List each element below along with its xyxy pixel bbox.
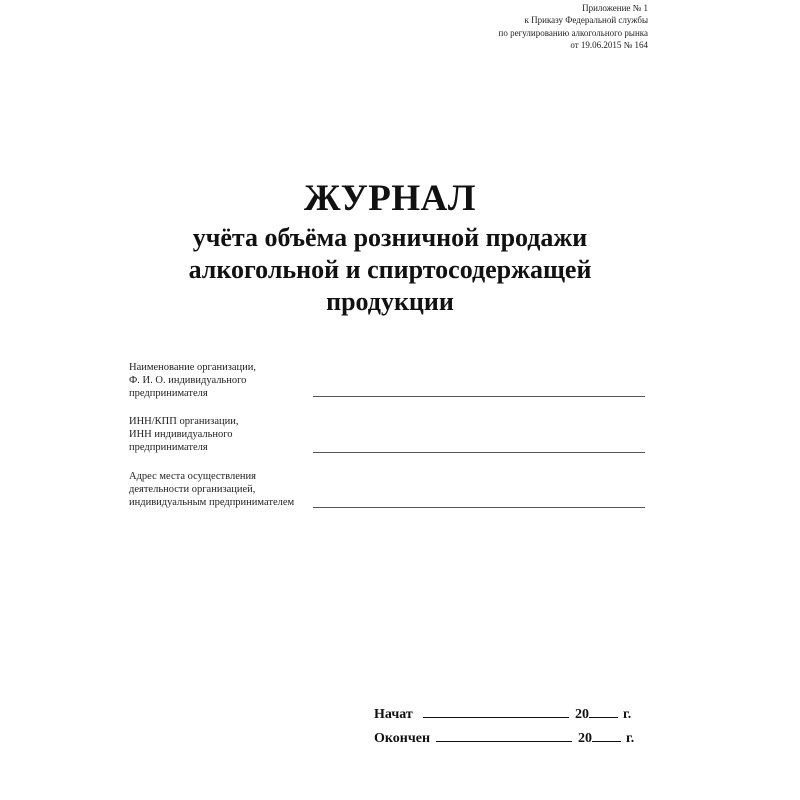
journal-title: [0, 176, 780, 318]
end-date-row: [374, 727, 634, 751]
title-main: ЖУРНАЛ: [304, 178, 476, 219]
journal-dates: [374, 703, 634, 751]
start-date-label: Начат: [374, 707, 413, 722]
start-year-blank[interactable]: [589, 703, 618, 718]
end-date-blank[interactable]: [436, 727, 572, 742]
title-line: учёта объёма розничной продажи: [192, 223, 588, 252]
inn-kpp-input-line[interactable]: [313, 452, 645, 453]
start-year-suffix: г.: [623, 707, 632, 722]
end-date-label: Окончен: [374, 731, 431, 746]
field-label: Наименование организации, Ф. И. О. индивидуального предпринимателя: [129, 362, 257, 399]
end-year-prefix: 20: [578, 731, 592, 746]
organization-name-input-line[interactable]: [313, 396, 645, 397]
business-address-input-line[interactable]: [313, 507, 645, 508]
appendix-line: к Приказу Федеральной службы: [524, 15, 648, 26]
title-line: алкогольной и спиртосодержащей: [188, 255, 592, 284]
organization-name-field: [129, 361, 649, 400]
end-year-suffix: г.: [626, 731, 635, 746]
appendix-line: Приложение № 1: [582, 3, 648, 13]
appendix-line: по регулированию алкогольного рынка: [498, 27, 648, 38]
end-year-blank[interactable]: [592, 727, 621, 742]
title-line: продукции: [326, 287, 454, 316]
appendix-line: от 19.06.2015 № 164: [570, 40, 648, 51]
start-year-prefix: 20: [575, 707, 589, 722]
field-label: ИНН/КПП организации, ИНН индивидуального предпринимателя: [129, 416, 239, 453]
field-label: Адрес места осуществления деятельности организацией, индивидуальным предпринимателем: [129, 471, 295, 508]
start-date-row: [374, 703, 634, 727]
start-date-blank[interactable]: [423, 703, 569, 718]
inn-kpp-field: [129, 415, 649, 454]
appendix-reference: [499, 2, 648, 52]
business-address-field: [129, 470, 649, 509]
